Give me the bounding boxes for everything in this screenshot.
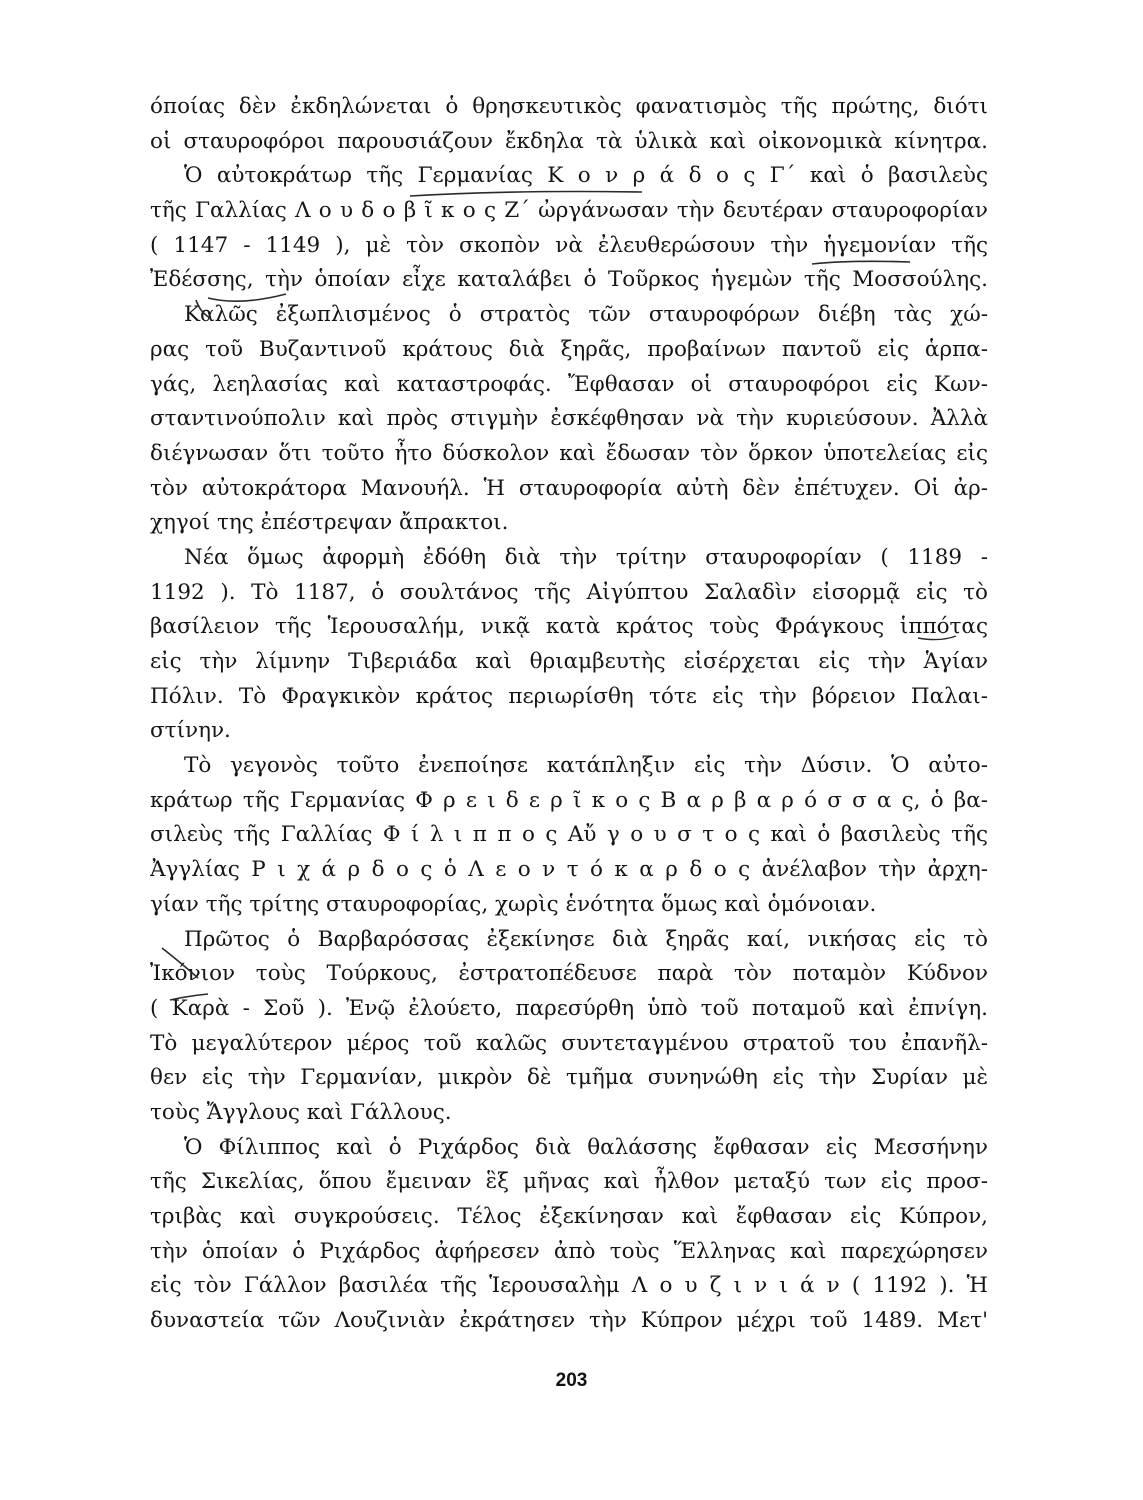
text-line: σιλεὺς τῆς Γαλλίας Φ ί λ ι π π ο ς Αὔ γ ο υ σ τ ο ς καὶ ὁ βασιλεὺς τῆς	[150, 822, 988, 848]
text-line: Ὁ Φίλιππος καὶ ὁ Ριχάρδος διὰ θαλάσσης ἔφθασαν εἰς Μεσσήνην	[184, 1134, 988, 1160]
text-line: τοὺς Ἄγγλους καὶ Γάλλους.	[150, 1099, 452, 1125]
text-line: Τὸ μεγαλύτερον μέρος τοῦ καλῶς συντεταγμένου στρατοῦ του ἐπανῆλ-	[150, 1030, 988, 1056]
text-line: σταντινούπολιν καὶ πρὸς στιγμὴν ἐσκέφθησαν νὰ τὴν κυριεύσουν. Ἀλλὰ	[150, 406, 988, 432]
text-line: γάς, λεηλασίας καὶ καταστροφάς. Ἔφθασαν οἱ σταυροφόροι εἰς Κων-	[150, 371, 988, 397]
text-line: Νέα ὅμως ἀφορμὴ ἐδόθη διὰ τὴν τρίτην σταυροφορίαν ( 1189 -	[184, 544, 988, 570]
text-line: διέγνωσαν ὅτι τοῦτο ἦτο δύσκολον καὶ ἔδωσαν τὸν ὅρκον ὑποτελείας εἰς	[150, 440, 988, 466]
text-line: τριβὰς καὶ συγκρούσεις. Τέλος ἐξεκίνησαν καὶ ἔφθασαν εἰς Κύπρον,	[150, 1204, 988, 1229]
body-text	[150, 90, 988, 1339]
text-line: όποίας δὲν ἐκδηλώνεται ὁ θρησκευτικὸς φανατισμὸς τῆς πρώτης, διότι	[150, 94, 988, 119]
text-line: Ἐδέσσης, τὴν ὁποίαν εἶχε καταλάβει ὁ Τοῦρκος ἡγεμὼν τῆς Μοσσούλης.	[150, 267, 988, 293]
text-line: εἰς τὸν Γάλλον βασιλέα τῆς Ἱερουσαλὴμ Λ ο υ ζ ι ν ι ά ν ( 1192 ). Ἡ	[150, 1273, 988, 1299]
text-line: οἱ σταυροφόροι παρουσιάζουν ἔκδηλα τὰ ὑλικὰ καὶ οἰκονομικὰ κίνητρα.	[150, 128, 988, 154]
page-number: 203	[555, 1370, 588, 1391]
text-line: ( Καρὰ - Σοῦ ). Ἐνῷ ἐλούετο, παρεσύρθη ὑπὸ τοῦ ποταμοῦ καὶ ἐπνίγη.	[150, 995, 988, 1021]
text-line: ( 1147 - 1149 ), μὲ τὸν σκοπὸν νὰ ἐλευθερώσουν τὴν ἡγεμονίαν τῆς	[150, 232, 988, 258]
text-line: ρας τοῦ Βυζαντινοῦ κράτους διὰ ξηρᾶς, προβαίνων παντοῦ εἰς ἁρπα-	[150, 336, 988, 362]
text-line: Καλῶς ἐξωπλισμένος ὁ στρατὸς τῶν σταυροφόρων διέβη τὰς χώ-	[184, 302, 988, 328]
text-line: Πόλιν. Τὸ Φραγκικὸν κράτος περιωρίσθη τότε εἰς τὴν βόρειον Παλαι-	[150, 683, 988, 709]
text-line: τῆς Γαλλίας Λ ο υ δ ο β ῖ κ ο ς Ζ΄ ὠργάνωσαν τὴν δευτέραν σταυροφορίαν	[150, 198, 988, 224]
text-line: θεν εἰς τὴν Γερμανίαν, μικρὸν δὲ τμῆμα συνηνώθη εἰς τὴν Συρίαν μὲ	[150, 1065, 988, 1091]
text-line: τὴν ὁποίαν ὁ Ριχάρδος ἀφήρεσεν ἀπὸ τοὺς Ἕλληνας καὶ παρεχώρησεν	[150, 1238, 988, 1264]
text-line: στίνην.	[150, 718, 231, 744]
text-line: Ὁ αὐτοκράτωρ τῆς Γερμανίας Κ ο ν ρ ά δ ο ς Γ΄ καὶ ὁ βασιλεὺς	[184, 163, 988, 189]
text-line: τὸν αὐτοκράτορα Μανουήλ. Ἡ σταυροφορία αὐτὴ δὲν ἐπέτυχεν. Οἱ ἀρ-	[150, 475, 988, 501]
text-line: τῆς Σικελίας, ὅπου ἔμειναν ἓξ μῆνας καὶ ἦλθον μεταξύ των εἰς προσ-	[150, 1169, 988, 1195]
text-line: κράτωρ τῆς Γερμανίας Φ ρ ε ι δ ε ρ ῖ κ ο ς Β α ρ β α ρ ό σ σ α ς, ὁ βα-	[150, 787, 988, 813]
text-line: Ἰκόνιον τοὺς Τούρκους, ἐστρατοπέδευσε παρὰ τὸν ποταμὸν Κύδνον	[150, 961, 988, 987]
text-line: βασίλειον τῆς Ἱερουσαλήμ, νικᾷ κατὰ κράτος τοὺς Φράγκους ἱππότας	[150, 614, 988, 640]
text-line: γίαν τῆς τρίτης σταυροφορίας, χωρὶς ἑνότητα ὅμως καὶ ὁμόνοιαν.	[150, 891, 877, 917]
text-line: Τὸ γεγονὸς τοῦτο ἐνεποίησε κατάπληξιν εἰς τὴν Δύσιν. Ὁ αὐτο-	[184, 753, 988, 779]
text-line: εἰς τὴν λίμνην Τιβεριάδα καὶ θριαμβευτὴς εἰσέρχεται εἰς τὴν Ἁγίαν	[150, 649, 988, 674]
text-line: δυναστεία τῶν Λουζινιὰν ἐκράτησεν τὴν Κύπρον μέχρι τοῦ 1489. Μετ'	[150, 1308, 988, 1334]
text-line: 1192 ). Τὸ 1187, ὁ σουλτάνος τῆς Αἰγύπτου Σαλαδὶν εἰσορμᾷ εἰς τὸ	[150, 579, 988, 605]
text-line: Ἀγγλίας Ρ ι χ ά ρ δ ο ς ὁ Λ ε ο ν τ ό κ α ρ δ ο ς ἀνέλαβον τὴν ἀρχη-	[150, 857, 988, 883]
text-line: Πρῶτος ὁ Βαρβαρόσσας ἐξεκίνησε διὰ ξηρᾶς καί, νικήσας εἰς τὸ	[184, 926, 988, 952]
text-line: χηγοί της ἐπέστρεψαν ἄπρακτοι.	[150, 510, 509, 536]
